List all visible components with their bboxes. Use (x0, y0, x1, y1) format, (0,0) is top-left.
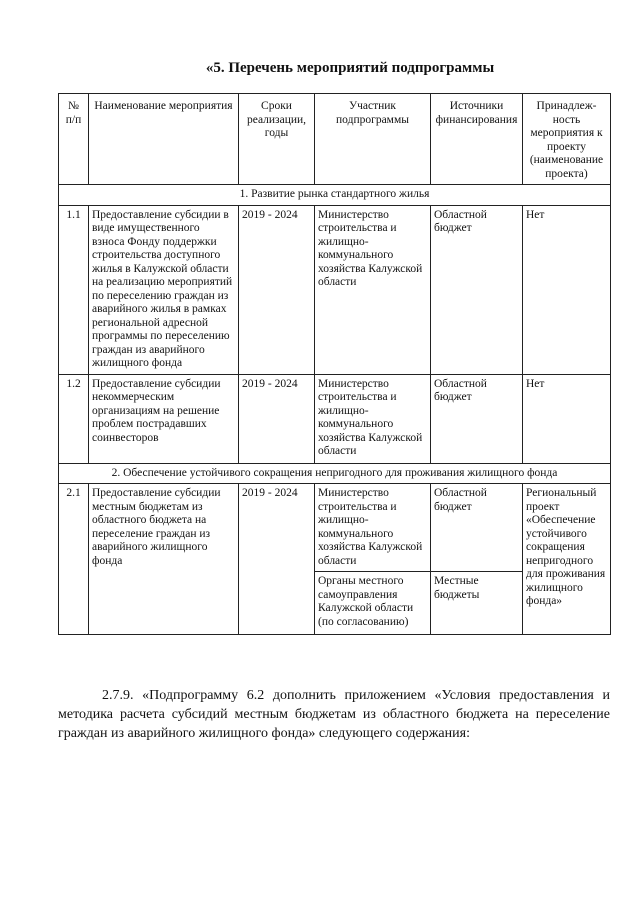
row-name: Предоставление субсидии местным бюджетам из областного бюджета на переселение граждан из аварийного жилищного фонда (89, 484, 239, 635)
table-row (59, 374, 611, 463)
row-participant: Министерство строительства и жилищно-коммунального хозяйства Калужской области (315, 484, 431, 572)
table-row (59, 484, 611, 572)
row-num: 1.1 (59, 205, 89, 374)
row-project: Региональный проект «Обеспечение устойчивого сокращения непригодного для проживания жилищного фонда» (523, 484, 611, 635)
row-participant: Министерство строительства и жилищно-коммунального хозяйства Калужской области (315, 374, 431, 463)
header-source: Источники финансирования (431, 94, 523, 185)
events-table (58, 93, 611, 635)
header-project: Принадлеж-ность мероприятия к проекту (наименование проекта) (523, 94, 611, 185)
page-title: «5. Перечень мероприятий подпрограммы (205, 60, 495, 76)
row-period: 2019 - 2024 (239, 374, 315, 463)
row-source: Областной бюджет (431, 374, 523, 463)
row-source: Областной бюджет (431, 205, 523, 374)
body-paragraph: 2.7.9. «Подпрограмму 6.2 дополнить приложением «Условия предоставления и методика расчета субсидий местным бюджетам из областного бюджета на переселение граждан из аварийного жилищного фонда» следующего содержания: (58, 688, 610, 741)
header-num: № п/п (59, 94, 89, 185)
header-name: Наименование мероприятия (89, 94, 239, 185)
section-title-2: 2. Обеспечение устойчивого сокращения непригодного для проживания жилищного фонда (59, 463, 611, 484)
section-row-2 (59, 463, 611, 484)
row-period: 2019 - 2024 (239, 484, 315, 635)
header-period: Сроки реализации, годы (239, 94, 315, 185)
row-source: Местные бюджеты (431, 572, 523, 635)
table-row (59, 205, 611, 374)
header-participant: Участник подпрограммы (315, 94, 431, 185)
row-num: 1.2 (59, 374, 89, 463)
row-num: 2.1 (59, 484, 89, 635)
row-name: Предоставление субсидии некоммерческим организациям на решение проблем пострадавших соинвесторов (89, 374, 239, 463)
row-participant: Органы местного самоуправления Калужской области (по согласованию) (315, 572, 431, 635)
row-period: 2019 - 2024 (239, 205, 315, 374)
row-name: Предоставление субсидии в виде имущественного взноса Фонду поддержки строительства доступного жилья в Калужской области на реализацию мероприятий по переселению граждан из аварийного жилья в рамках региональной адресной программы по переселению граждан из аварийного жилищного фонда (89, 205, 239, 374)
section-row-1 (59, 185, 611, 206)
section-title-1: 1. Развитие рынка стандартного жилья (59, 185, 611, 206)
row-source: Областной бюджет (431, 484, 523, 572)
row-project: Нет (523, 205, 611, 374)
table-header-row (59, 94, 611, 185)
row-participant: Министерство строительства и жилищно-коммунального хозяйства Калужской области (315, 205, 431, 374)
row-project: Нет (523, 374, 611, 463)
